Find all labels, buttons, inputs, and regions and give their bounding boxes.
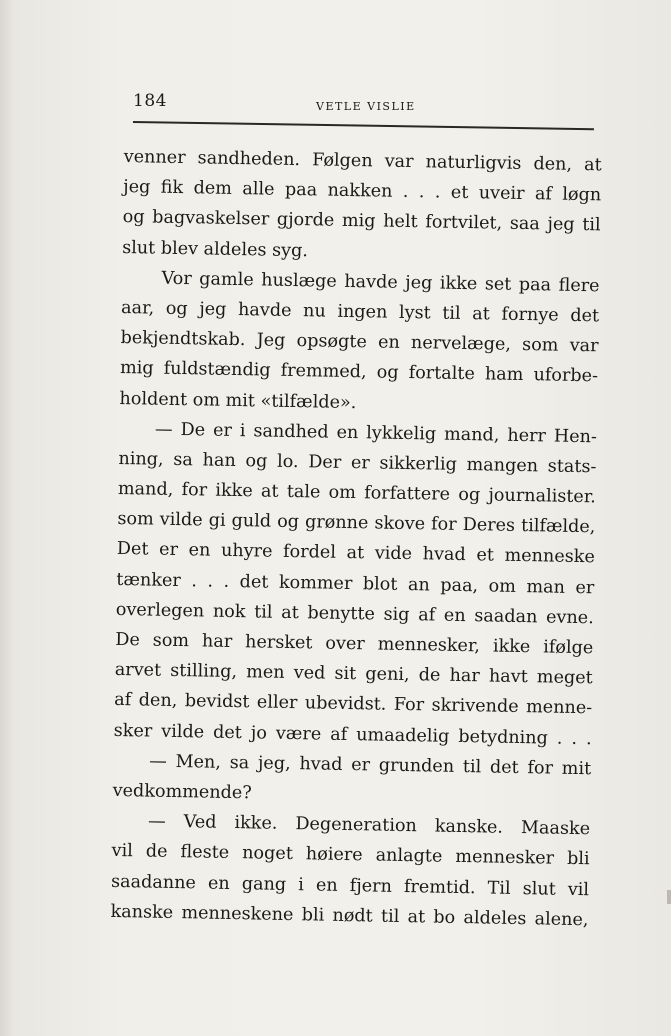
spine-shadow: [0, 0, 14, 1036]
text-line: holdent om mit «tilfælde».: [119, 388, 357, 413]
text-line: — De er i sandhed en lykkelig mand, herr Hen-: [154, 419, 598, 447]
text-line: vedkommende?: [112, 780, 252, 804]
text-line: ning, sa han og lo. Der er sikkerlig mangen stats-: [118, 448, 597, 478]
text-line: vil de fleste noget høiere anlagte mennesker bli: [111, 841, 590, 870]
text-line: og bagvaskelser gjorde mig helt fortvilet, saa jeg til: [122, 207, 601, 236]
body-text: [110, 142, 602, 935]
header-rule: [133, 121, 594, 130]
text-line: — Men, sa jeg, hvad er grunden til det for mit: [149, 751, 592, 779]
text-line: De som har hersket over mennesker, ikke ifølge: [115, 629, 594, 659]
text-line: slut blev aldeles syg.: [121, 237, 309, 261]
text-line: kanske menneskene bli nødt til at bo aldeles alene,: [110, 901, 589, 930]
page-number: 184: [133, 91, 167, 111]
text-line: aar, og jeg havde nu ingen lyst til at fornye det: [120, 297, 600, 327]
text-line: jeg fik dem alle paa nakken . . . et uveir af løgn: [123, 177, 602, 206]
running-title: VETLE VISLIE: [316, 100, 416, 113]
text-line: mand, for ikke at tale om forfattere og journalister.: [117, 479, 597, 508]
text-line: arvet stilling, men ved sit geni, de har havt meget: [114, 660, 593, 689]
text-line: som vilde gi guld og grønne skove for Deres tilfælde,: [117, 509, 596, 538]
text-line: — Ved ikke. Degeneration kanske. Maaske: [147, 811, 591, 840]
text-line: saadanne en gang i en fjern fremtid. Til slut vil: [110, 871, 590, 900]
text-line: bekjendtskab. Jeg opsøgte en nervelæge, som var: [120, 328, 599, 357]
text-line: Det er en uhyre fordel at vide hvad et menneske: [116, 539, 595, 568]
page-edge-mark: [667, 890, 671, 904]
text-line: af den, bevidst eller ubevidst. For skrivende menne-: [114, 690, 593, 719]
text-line: venner sandheden. Følgen var naturligvis den, at: [123, 146, 602, 176]
text-line: tænker . . . det kommer blot an paa, om man er: [116, 569, 595, 598]
text-line: mig fuldstændig fremmed, og fortalte ham uforbe-: [119, 358, 599, 387]
text-line: sker vilde det jo være af umaadelig betydning . . .: [113, 720, 592, 749]
text-line: overlegen nok til at benytte sig af en saadan evne.: [115, 599, 594, 629]
text-line: Vor gamle huslæge havde jeg ikke set paa flere: [161, 268, 600, 297]
